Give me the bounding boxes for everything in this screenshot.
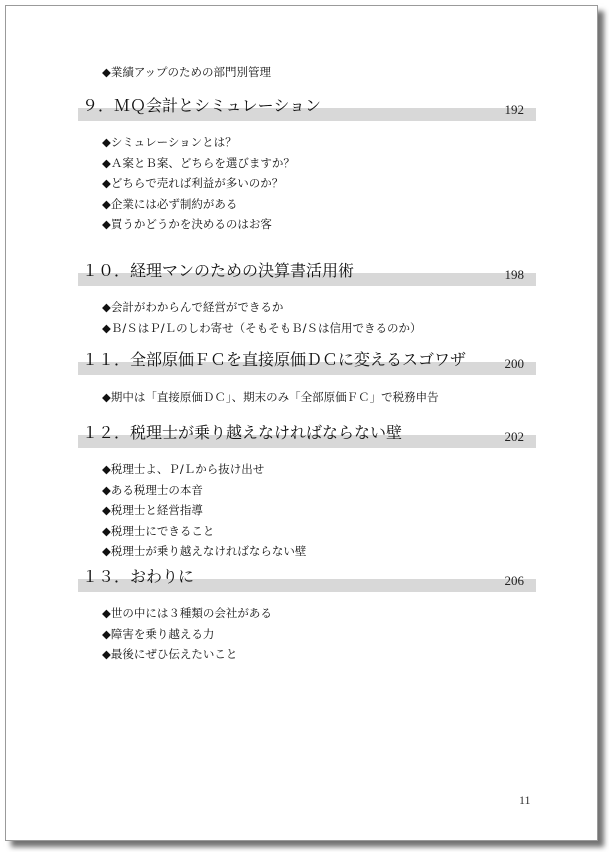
toc-item: ◆Ｂ/ＳはＰ/Ｌのしわ寄せ（そもそもＢ/Ｓは信用できるのか） [102, 320, 422, 335]
toc-item-list [102, 459, 306, 562]
toc-item: ◆シミュレーションとは？ [102, 135, 237, 149]
toc-item: ◆税理士と経営指導 [102, 503, 203, 517]
heading-title: ９．ＭＱ会計とシミュレーション [82, 96, 322, 115]
toc-item-list [102, 62, 271, 83]
footer-page-number: 11 [519, 793, 531, 807]
toc-item: ◆Ａ案とＢ案、どちらを選びますか？ [102, 155, 295, 170]
toc-item: ◆税理士にできること [102, 523, 215, 538]
toc-item: ◆買うかどうかを決めるのはお客 [102, 217, 272, 231]
toc-item: ◆どちらで売れば利益が多いのか？ [102, 176, 284, 190]
toc-item-list [102, 603, 272, 665]
heading-title: １０．経理マンのための決算書活用術 [82, 261, 355, 280]
toc-item: ◆障害を乗り越える力 [102, 626, 215, 641]
toc-item-list [102, 297, 421, 338]
toc-item: ◆税理士が乗り越えなければならない壁 [102, 544, 307, 558]
heading-page-number: 206 [504, 573, 524, 588]
toc-item: ◆企業には必ず制約がある [102, 196, 238, 211]
toc-item: ◆業績アップのための部門別管理 [102, 65, 272, 79]
toc-item: ◆ある税理士の本音 [102, 482, 203, 497]
toc-item: ◆期中は「直接原価ＤＣ」、期末のみ「全部原価ＦＣ」で税務申告 [102, 390, 439, 404]
toc-heading-11 [78, 350, 536, 375]
toc-item-list [102, 387, 439, 408]
heading-page-number: 192 [504, 102, 524, 117]
toc-heading-12 [78, 423, 536, 448]
toc-item: ◆会計がわからんで経営ができるか [102, 300, 284, 314]
toc-heading-13 [78, 567, 536, 592]
heading-title: １３．おわりに [82, 567, 195, 586]
toc-heading-9 [78, 96, 536, 121]
heading-page-number: 202 [504, 429, 524, 444]
toc-item-list [102, 132, 295, 235]
toc-heading-10 [78, 261, 536, 286]
heading-title: １１．全部原価ＦＣを直接原価ＤＣに変えるスゴワザ [82, 350, 467, 369]
heading-title: １２．税理士が乗り越えなければならない壁 [82, 423, 403, 442]
toc-item: ◆最後にぜひ伝えたいこと [102, 647, 238, 661]
toc-item: ◆世の中には３種類の会社がある [102, 606, 272, 620]
toc-item: ◆税理士よ、Ｐ/Ｌから抜け出せ [102, 462, 265, 476]
heading-page-number: 198 [504, 267, 524, 282]
heading-page-number: 200 [504, 356, 524, 371]
